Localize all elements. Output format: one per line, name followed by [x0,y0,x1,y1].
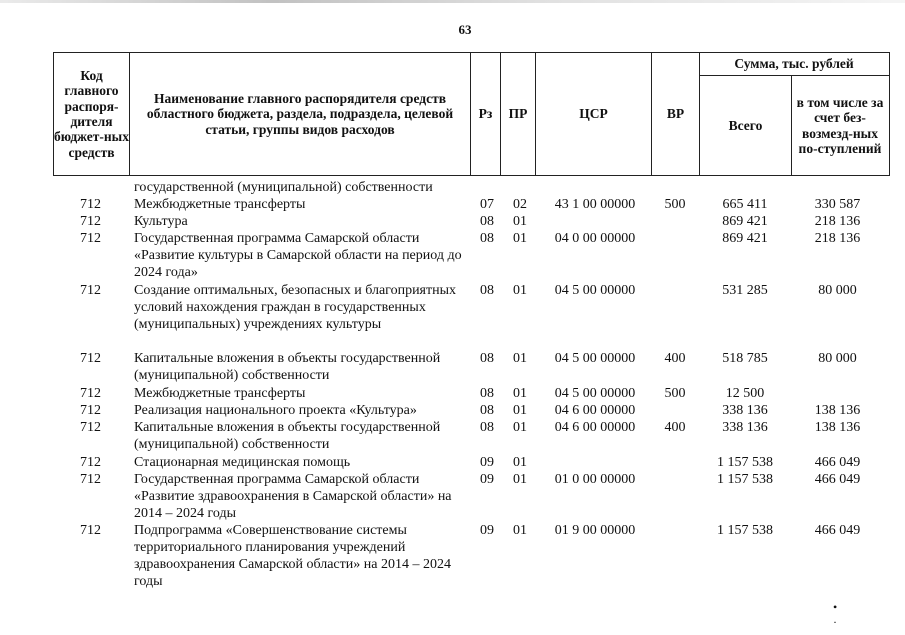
cell-name: Стационарная медицинская помощь [134,455,351,470]
cell-csr: 01 9 00 00000 [554,523,636,538]
cell-incl: 466 049 [814,455,861,470]
header-vr: ВР [666,106,685,122]
cell-pr: 02 [513,197,527,212]
cell-pr: 01 [513,420,527,435]
header-pr: ПР [508,106,528,122]
cell-total: 1 157 538 [717,472,773,487]
cell-csr: 04 0 00 00000 [554,231,636,246]
cell-total: 665 411 [722,197,768,212]
cell-csr: 04 6 00 00000 [554,403,636,418]
cell-name: Подпрограмма «Совершенствование системы территориального планирования учреждений здравоохранения Самарской области» на 2014 – 2024 годы [134,523,451,589]
cell-code: 712 [80,214,101,229]
header-including: в том числе за счет без-возмезд-ных по-ступлений [796,94,884,156]
cell-code: 712 [80,472,101,487]
cell-incl: 218 136 [814,231,861,246]
cell-csr: 04 5 00 00000 [554,386,636,401]
cell-rz: 08 [480,231,494,246]
cell-name: Капитальные вложения в объекты государственной (муниципальной) собственности [134,420,441,452]
cell-name: Государственная программа Самарской области «Развитие здравоохранения в Самарской области» на 2014 – 2024 годы [134,472,452,521]
cell-name: Государственная программа Самарской области «Развитие культуры в Самарской области на период до 2024 года» [134,231,462,280]
header-name: Наименование главного распорядителя средств областного бюджета, раздела, подраздела, целевой статьи, группы видов расходов [146,91,454,137]
cell-code: 712 [80,386,101,401]
cell-incl: 330 587 [814,197,861,212]
cell-total: 869 421 [722,214,768,229]
cell-csr: 01 0 00 00000 [554,472,636,487]
cell-csr: 43 1 00 00000 [554,197,636,212]
cell-incl: 218 136 [814,214,861,229]
cell-vr: 400 [664,351,686,366]
cell-csr: 04 5 00 00000 [554,351,636,366]
cell-code: 712 [80,403,101,418]
cell-rz: 08 [480,214,494,229]
cell-csr: 04 5 00 00000 [554,283,636,298]
cell-code: 712 [80,283,101,298]
cell-name: Капитальные вложения в объекты государственной (муниципальной) собственности [134,351,441,383]
cell-total: 1 157 538 [717,523,773,538]
header-code: Код главного распоря-дителя бюджет-ных средств [54,68,129,160]
header-csr: ЦСР [579,106,608,122]
cell-rz: 09 [480,472,494,487]
cell-pr: 01 [513,283,527,298]
cell-total: 1 157 538 [717,455,773,470]
cell-pr: 01 [513,472,527,487]
cell-total: 338 136 [722,420,768,435]
cell-rz: 08 [480,386,494,401]
scan-marks: • · [833,600,872,629]
cell-code: 712 [80,197,101,212]
cell-rz: 09 [480,523,494,538]
cell-incl: 466 049 [814,523,861,538]
cell-rz: 08 [480,420,494,435]
cell-total: 338 136 [722,403,768,418]
cell-pr: 01 [513,523,527,538]
cell-incl: 138 136 [814,403,861,418]
cell-csr: 04 6 00 00000 [554,420,636,435]
cell-vr: 400 [664,420,686,435]
cell-rz: 08 [480,351,494,366]
cell-incl: 80 000 [818,283,857,298]
cell-rz: 08 [480,283,494,298]
cell-rz: 07 [480,197,494,212]
header-rz: Рз [478,106,493,122]
header-total: Всего [728,117,763,133]
cell-name: Реализация национального проекта «Культура» [134,403,417,418]
cell-total: 869 421 [722,231,768,246]
cell-pr: 01 [513,351,527,366]
cell-pr: 01 [513,455,527,470]
cell-code: 712 [80,351,101,366]
cell-total: 518 785 [722,351,768,366]
header-sum-group: Сумма, тыс. рублей [734,56,854,72]
cell-pr: 01 [513,386,527,401]
cell-pr: 01 [513,403,527,418]
page-number: 63 [458,22,472,37]
scan-edge-artifact [0,0,905,3]
cell-name: Культура [134,214,188,229]
cell-incl: 138 136 [814,420,861,435]
cell-rz: 08 [480,403,494,418]
cell-code: 712 [80,420,101,435]
cell-incl: 80 000 [818,351,857,366]
cell-name: Межбюджетные трансферты [134,197,306,212]
cell-pr: 01 [513,214,527,229]
cell-name: Создание оптимальных, безопасных и благоприятных условий нахождения граждан в государственных (муниципальных) учреждениях культуры [134,283,457,332]
cell-incl: 466 049 [814,472,861,487]
table-header [53,52,890,176]
cell-code: 712 [80,231,101,246]
cell-total: 531 285 [722,283,768,298]
cell-vr: 500 [664,386,686,401]
cell-pr: 01 [513,231,527,246]
cell-code: 712 [80,455,101,470]
cell-vr: 500 [664,197,686,212]
cell-rz: 09 [480,455,494,470]
cell-name: Межбюджетные трансферты [134,386,306,401]
cell-total: 12 500 [725,386,765,401]
cell-name: государственной (муниципальной) собственности [134,180,433,195]
cell-code: 712 [80,523,101,538]
